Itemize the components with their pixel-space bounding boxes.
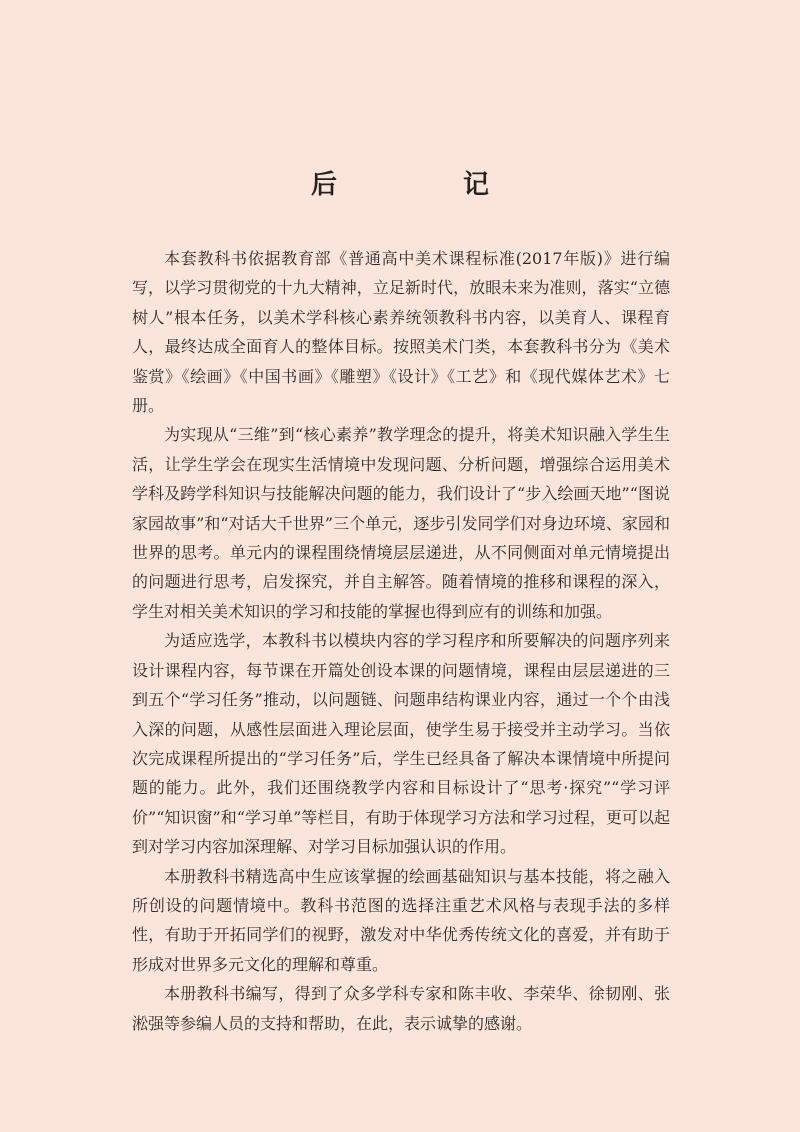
page-title: 后 记: [310, 170, 539, 200]
paragraph: 本册教科书精选高中生应该掌握的绘画基础知识与基本技能，将之融入所创设的问题情境中。教科书范图的选择注重艺术风格与表现手法的多样性，有助于开拓同学们的视野，激发对中华优秀传统文化的喜爱，并有助于形成对世界多元文化的理解和尊重。: [132, 866, 670, 974]
paragraph: 为实现从“三维”到“核心素养”教学理念的提升，将美术知识融入学生生活，让学生学会在现实生活情境中发现问题、分析问题，增强综合运用美术学科及跨学科知识与技能解决问题的能力，我们设计了“步入绘画天地”“图说家园故事”和“对话大千世界”三个单元，逐步引发同学们对身边环境、家园和世界的思考。单元内的课程围绕情境层层递进，从不同侧面对单元情境提出的问题进行思考，启发探究，并自主解答。随着情境的推移和课程的深入，学生对相关美术知识的学习和技能的掌握也得到应有的训练和加强。: [132, 425, 670, 621]
paragraph: 为适应选学，本教科书以模块内容的学习程序和所要解决的问题序列来设计课程内容，每节课在开篇处创设本课的问题情境，课程由层层递进的三到五个“学习任务”推动，以问题链、问题串结构课业内容，通过一个个由浅入深的问题，从感性层面进入理论层面，使学生易于接受并主动学习。当依次完成课程所提出的“学习任务”后，学生已经具备了解决本课情境中所提问题的能力。此外，我们还围绕教学内容和目标设计了“思考·探究”“学习评价”“知识窗”和“学习单”等栏目，有助于体现学习方法和学习过程，更可以起到对学习内容加深理解、对学习目标加强认识的作用。: [132, 631, 670, 857]
paragraph: 本册教科书编写，得到了众多学科专家和陈丰收、李荣华、徐韧刚、张淞强等参编人员的支持和帮助，在此，表示诚挚的感谢。: [132, 984, 670, 1033]
paragraph: 本套教科书依据教育部《普通高中美术课程标准(2017年版)》进行编写，以学习贯彻党的十九大精神，立足新时代，放眼未来为准则，落实“立德树人”根本任务，以美术学科核心素养统领教科书内容，以美育人、课程育人，最终达成全面育人的整体目标。按照美术门类，本套教科书分为《美术鉴赏》《绘画》《中国书画》《雕塑》《设计》《工艺》和《现代媒体艺术》七册。: [132, 249, 670, 416]
afterword-body: [132, 244, 670, 1038]
